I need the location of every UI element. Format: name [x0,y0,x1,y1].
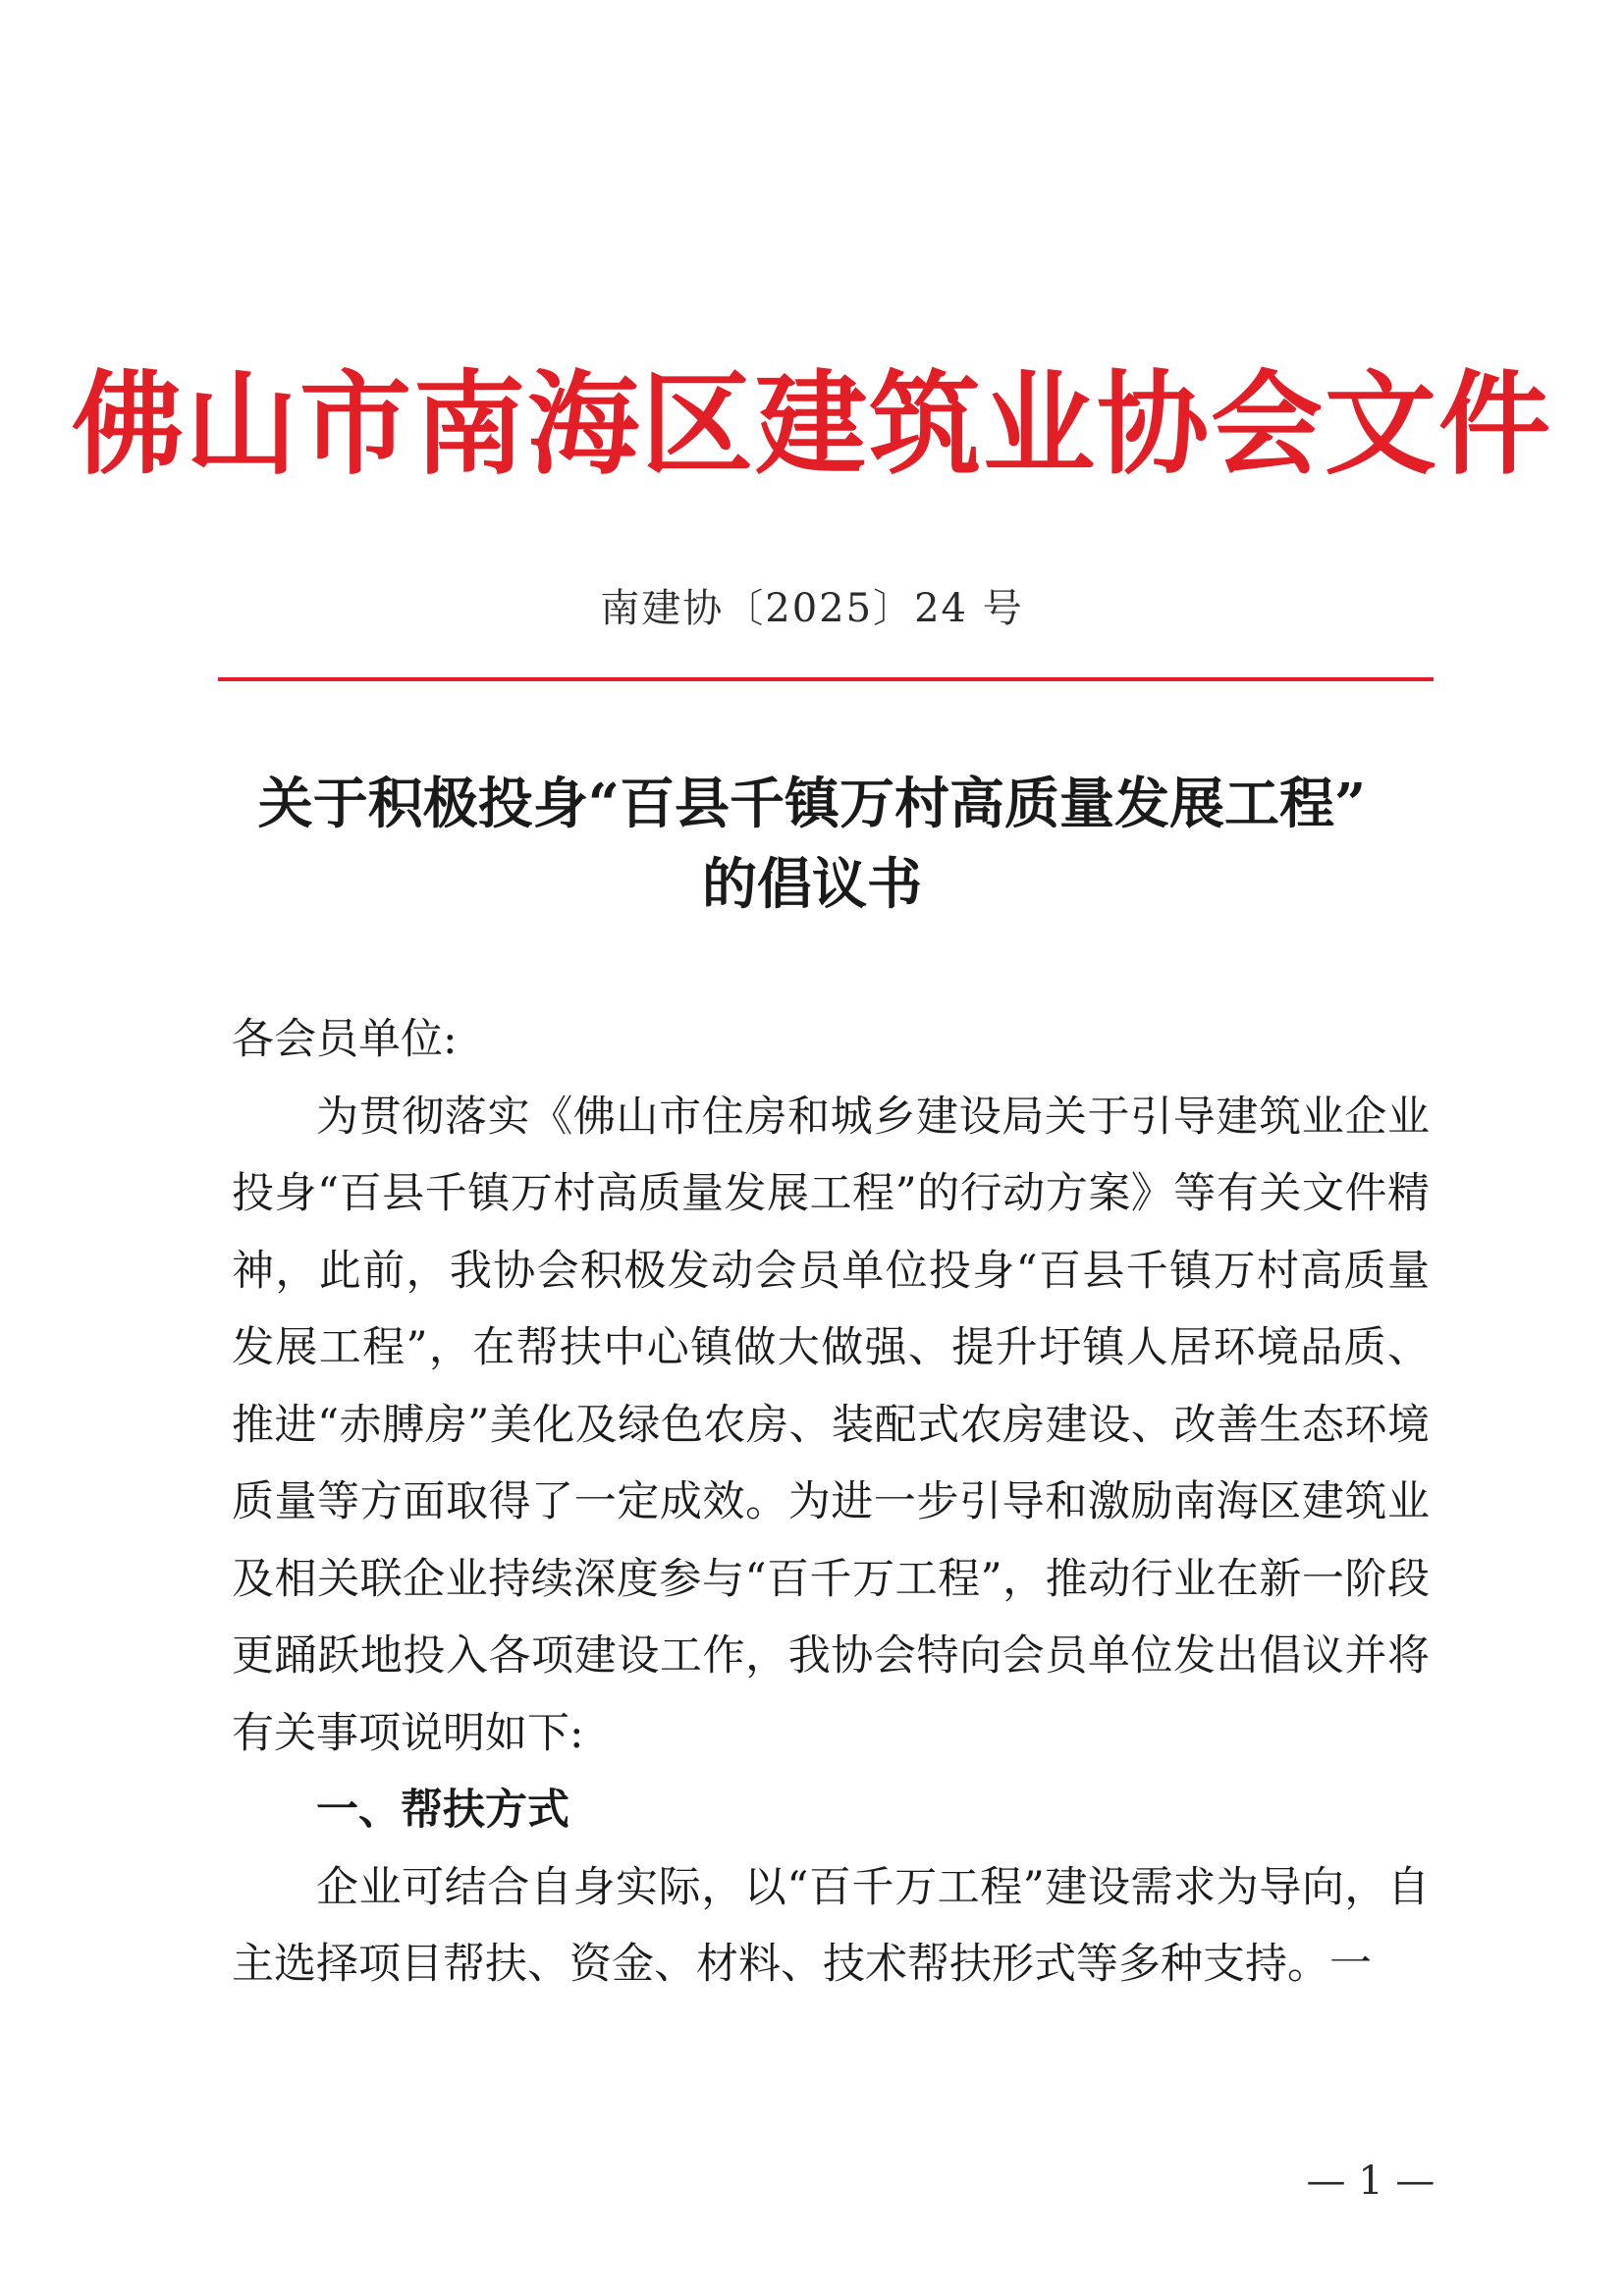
red-divider-line [218,677,1434,681]
document-title [0,764,1624,925]
paragraph-assistance-method: 企业可结合自身实际，以“百千万工程”建设需求为导向，自主选择项目帮扶、资金、材料、技术帮扶形式等多种支持。一 [232,1862,1430,1989]
section-heading-assistance-method: 一、帮扶方式 [316,1786,569,1835]
document-body [232,1001,1430,2003]
document-title-line-2: 的倡议书 [702,852,922,917]
document-number: 南建协〔2025〕24 号 [600,586,1024,631]
document-title-line-1: 关于积极投身“百县千镇万村高质量发展工程” [257,772,1367,836]
paragraph-intro: 为贯彻落实《佛山市住房和城乡建设局关于引导建筑业企业投身“百县千镇万村高质量发展工程”的行动方案》等有关文件精神，此前，我协会积极发动会员单位投身“百县千镇万村高质量发展工程”，在帮扶中心镇做大做强、提升圩镇人居环境品质、推进“赤膊房”美化及绿色农房、装配式农房建设、改善生态环境质量等方面取得了一定成效。为进一步引导和激励南海区建筑业及相关联企业持续深度参与“百千万工程”，推动行业在新一阶段更踊跃地投入各项建设工作，我协会特向会员单位发出倡议并将有关事项说明如下: [232,1092,1430,1758]
salutation: 各会员单位: [232,1015,458,1064]
page-number: — 1 — [1306,2159,1435,2204]
organization-title: 佛山市南海区建筑业协会文件 [71,359,1552,490]
